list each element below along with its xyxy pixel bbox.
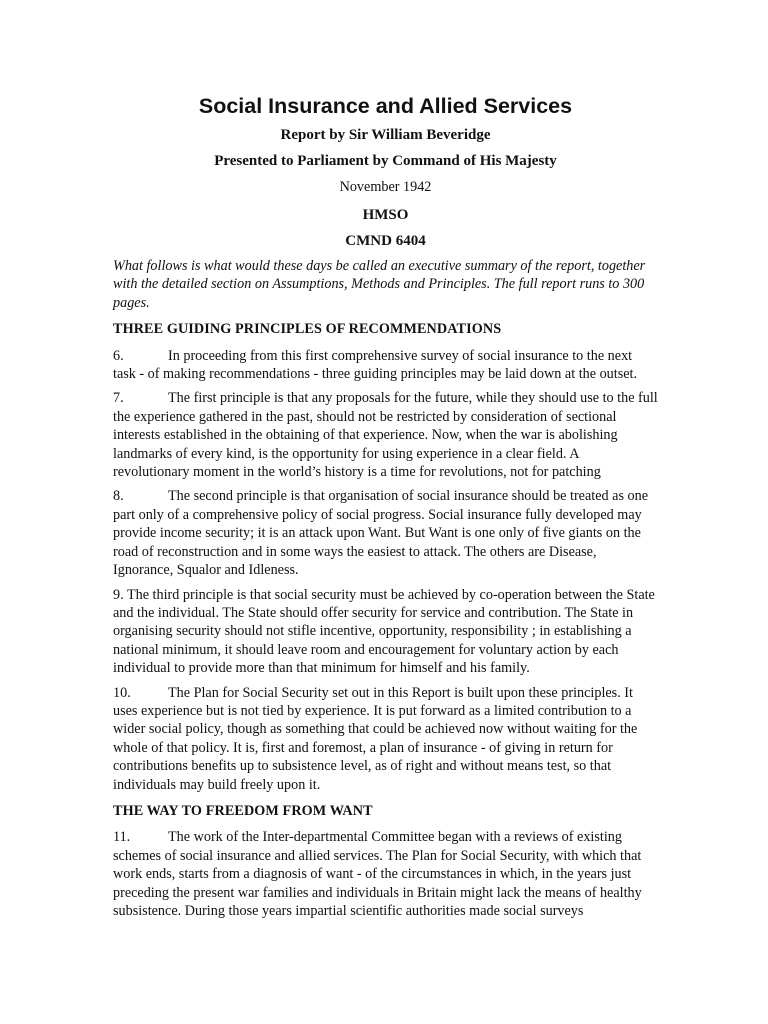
presented-line: Presented to Parliament by Command of His Majesty: [214, 153, 557, 169]
paragraph-number: 11.: [113, 829, 131, 846]
document-title: Social Insurance and Allied Services: [198, 94, 573, 118]
command-number: CMND 6404: [345, 233, 426, 249]
document-page: [113, 93, 658, 926]
paragraph-10: [113, 684, 658, 794]
section-heading-freedom-from-want: THE WAY TO FREEDOM FROM WANT: [113, 802, 373, 819]
publication-date: November 1942: [339, 179, 432, 195]
document-subtitle: Report by Sir William Beveridge: [280, 127, 491, 143]
paragraph-number: 8.: [113, 488, 124, 505]
paragraph-number: 7.: [113, 390, 124, 407]
paragraph-8: [113, 487, 658, 579]
paragraph-11: [113, 828, 658, 920]
paragraph-number: 10.: [113, 684, 131, 701]
paragraph-text: The work of the Inter-departmental Committee began with a reviews of existing schemes of social insurance and allied services. The Plan for Social Security, with which that work ends, starts from a diagnosis of want - of the circumstances in which, in the years just preceding the present war families and individuals in Britain might lack the means of healthy subsistence. During those years impartial scientific authorities made social surveys: [113, 829, 642, 919]
paragraph-9: [113, 586, 658, 678]
intro-note: What follows is what would these days be called an executive summary of the report, together with the detailed section on Assumptions, Methods and Principles. The full report runs to 300 pages.: [113, 258, 646, 311]
paragraph-text: The second principle is that organisation of social insurance should be treated as one part only of a comprehensive policy of social progress. Social insurance fully developed may provide income security; it is an attack upon Want. But Want is one only of five giants on the road of reconstruction and in some ways the easiest to attack. The others are Disease, Ignorance, Squalor and Idleness.: [113, 488, 648, 579]
paragraph-7: [113, 389, 658, 481]
paragraph-text: The first principle is that any proposals for the future, while they should use to the full the experience gathered in the past, should not be restricted by consideration of sectional interests established in the obtaining of that experience. Now, when the war is abolishing landmarks of every kind, is the opportunity for using experience in a clear field. A revolutionary moment in the world’s history is a time for revolutions, not for patching: [113, 390, 658, 481]
paragraph-6: [113, 347, 658, 384]
section-heading-guiding-principles: THREE GUIDING PRINCIPLES OF RECOMMENDATIONS: [113, 321, 502, 338]
paragraph-number: 6.: [113, 347, 124, 364]
paragraph-text: The third principle is that social security must be achieved by co-operation between the State and the individual. The State should offer security for service and contribution. The State in organising security should not stifle incentive, opportunity, responsibility ; in establishing a national minimum, it should leave room and encouragement for voluntary action by each individual to provide more than that minimum for himself and his family.: [113, 586, 655, 677]
publisher: HMSO: [362, 207, 409, 223]
paragraph-text: The Plan for Social Security set out in this Report is built upon these principles. It uses experience but is not tied by experience. It is put forward as a limited contribution to a wider social policy, though as something that could be achieved now without waiting for the whole of that policy. It is, first and foremost, a plan of insurance - of giving in return for contributions benefits up to subsistence level, as of right and without means test, so that individuals may build freely upon it.: [113, 684, 638, 793]
paragraph-number: 9.: [113, 586, 124, 603]
paragraph-text: In proceeding from this first comprehensive survey of social insurance to the next task - of making recommendations - three guiding principles may be laid down at the outset.: [113, 347, 638, 383]
